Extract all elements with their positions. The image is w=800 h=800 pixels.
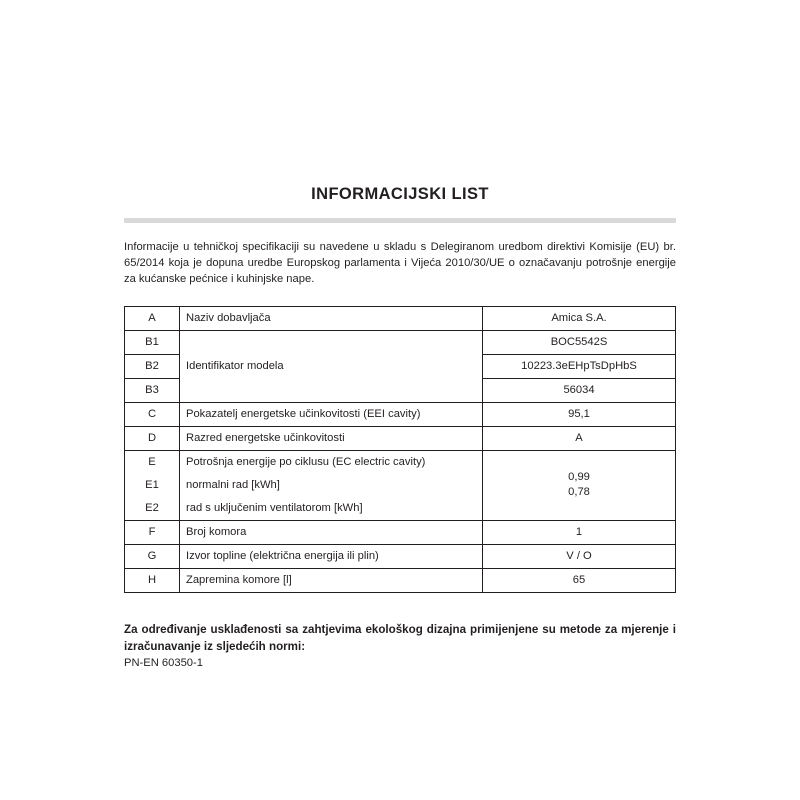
intro-paragraph: Informacije u tehničkoj specifikaciji su navedene u skladu s Delegiranom uredbom direktivi Komisije (EU) br. 65/2014 koja je dopuna uredbe Europskog parlamenta i Vijeća 2010/30/UE o označavanju potrošnje energije za kućanske pećnice i kuhinjske nape. <box>124 241 676 286</box>
row-value: 56034 <box>483 378 676 402</box>
row-label: Potrošnja energije po ciklusu (EC electric cavity) <box>180 450 483 474</box>
row-label: normalni rad [kWh] <box>180 474 483 497</box>
table-row <box>125 354 676 378</box>
row-value: V / O <box>483 544 676 568</box>
title-divider <box>124 218 676 223</box>
row-code: E1 <box>125 474 180 497</box>
specification-table <box>124 306 676 593</box>
row-code: A <box>125 306 180 330</box>
row-label: Pokazatelj energetske učinkovitosti (EEI cavity) <box>180 402 483 426</box>
row-value: A <box>483 426 676 450</box>
table-row <box>125 544 676 568</box>
row-value: 65 <box>483 568 676 592</box>
row-code: B2 <box>125 354 180 378</box>
footer-standard-code: PN-EN 60350-1 <box>124 657 203 670</box>
table-row <box>125 402 676 426</box>
row-code: E <box>125 450 180 474</box>
row-value-group <box>483 450 676 520</box>
table-row <box>125 568 676 592</box>
row-label: Izvor topline (električna energija ili plin) <box>180 544 483 568</box>
table-row <box>125 330 676 354</box>
row-label: Zapremina komore [l] <box>180 568 483 592</box>
table-row <box>125 426 676 450</box>
row-code: C <box>125 402 180 426</box>
row-code: F <box>125 520 180 544</box>
table-row <box>125 306 676 330</box>
row-value: 1 <box>483 520 676 544</box>
row-value: 10223.3eEHpTsDpHbS <box>483 354 676 378</box>
row-value: BOC5542S <box>483 330 676 354</box>
document-content <box>124 185 676 669</box>
row-code: E2 <box>125 497 180 521</box>
table-row <box>125 450 676 474</box>
row-code: H <box>125 568 180 592</box>
row-label: Razred energetske učinkovitosti <box>180 426 483 450</box>
row-label: Naziv dobavljača <box>180 306 483 330</box>
row-code: D <box>125 426 180 450</box>
row-label <box>180 330 483 354</box>
row-label <box>180 378 483 402</box>
footer-section <box>124 621 676 670</box>
row-label: Broj komora <box>180 520 483 544</box>
row-value: 0,78 <box>568 486 590 499</box>
footer-standards-note: Za određivanje usklađenosti sa zahtjevima ekološkog dizajna primijenjene su metode za mjerenje i izračunavanje iz sljedećih normi: <box>124 622 676 654</box>
row-code: B1 <box>125 330 180 354</box>
page-title: INFORMACIJSKI LIST <box>311 185 489 203</box>
row-value: 0,99 <box>568 471 590 484</box>
table-row <box>125 378 676 402</box>
row-label: Identifikator modela <box>180 354 483 378</box>
row-value: Amica S.A. <box>483 306 676 330</box>
row-code: B3 <box>125 378 180 402</box>
row-value: 95,1 <box>483 402 676 426</box>
table-row <box>125 520 676 544</box>
row-code: G <box>125 544 180 568</box>
row-label: rad s uključenim ventilatorom [kWh] <box>180 497 483 521</box>
